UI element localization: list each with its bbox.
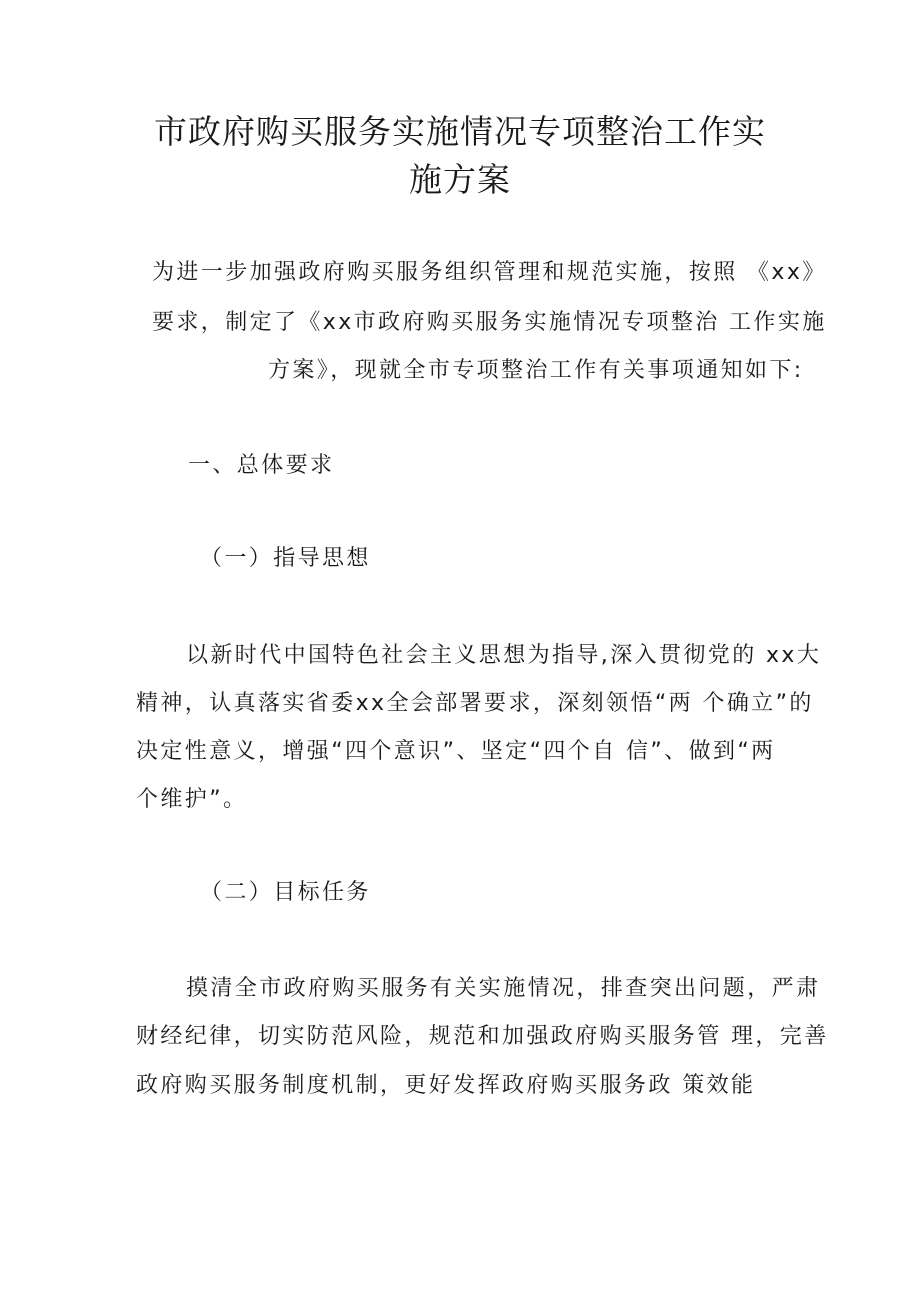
intro-line-3: 方案》，现就全市专项整治工作有关事项通知如下:	[268, 358, 804, 383]
subsection-heading-objectives: （二）目标任务	[200, 880, 371, 905]
document-title-line-1: 市政府购买服务实施情况专项整治工作实	[154, 112, 766, 151]
guiding-ideology-line-2: 精神，认真落实省委xx全会部署要求，深刻领悟“两 个确立”的	[136, 691, 814, 716]
objectives-line-3: 政府购买服务制度机制，更好发挥政府购买服务政 策效能	[136, 1073, 756, 1098]
intro-line-2: 要求，制定了《xx市政府购买服务实施情况专项整治 工作实施	[152, 310, 827, 335]
document-title-line-2: 施方案	[409, 160, 511, 199]
objectives-line-2: 财经纪律，切实防范风险，规范和加强政府购买服务管 理，完善	[136, 1024, 829, 1049]
objectives-line-1: 摸清全市政府购买服务有关实施情况，排查突出问题，严肃	[186, 976, 821, 1001]
guiding-ideology-line-1: 以新时代中国特色社会主义思想为指导,深入贯彻党的 xx大	[186, 643, 822, 668]
intro-line-1: 为进一步加强政府购买服务组织管理和规范实施，按照 《xx》	[152, 260, 827, 285]
section-heading-general-requirements: 一、总体要求	[188, 453, 335, 478]
guiding-ideology-line-4: 个维护”。	[136, 787, 248, 812]
guiding-ideology-line-3: 决定性意义，增强“四个意识”、坚定“四个自 信”、做到“两	[136, 739, 776, 764]
subsection-heading-guiding-ideology: （一）指导思想	[200, 546, 371, 571]
